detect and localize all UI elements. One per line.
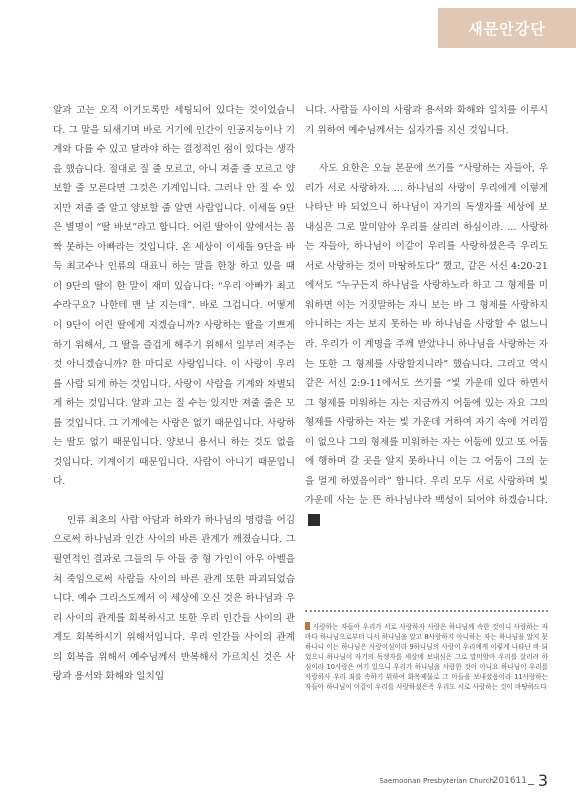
body-paragraph: 인류 최초의 사람 아담과 하와가 하나님의 명령을 어김으로써 하나님과 인간 사이의 바른 관계가 깨졌습니다. 그 필연적인 결과로 그들의 두 아들 중 형 가인이 아우 아벨을 쳐 죽임으로써 사람들 사이의 바른 관계 또한 파괴되었습니다. 예수 그리스도께서 이 세상에 오신 것은 하나님과 우리 사이의 관계를 회복하시고 또한 우리 인간들 사이의 관계도 회복하시기 위해서입니다. 우리 인간들 사이의 관계의 회복을 위해서 예수님께서 반복해서 가르치신 것은 사랑과 용서와 화해와 일치입 xyxy=(53,514,295,683)
body-paragraph-text: 사도 요한은 오늘 본문에 쓰기를 “사랑하는 자들아, 우리가 서로 사랑하자. ... 하나님의 사랑이 우리에게 이렇게 나타난 바 되었으니 하나님이 자기의 독생자를 세상에 보내심은 그로 말미암아 우리를 살리려 하심이라. ... 사랑하는 자들아, 하나님이 이같이 우리를 사랑하셨은즉 우리도 서로 사랑하는 것이 마땅하도다” 했고, 같은 서신 4:20-21에서도 “누구든지 하나님을 사랑하노라 하고 그 형제를 미워하면 이는 거짓말하는 자니 보는 바 그 형제를 사랑하지 아니하는 자는 보지 못하는 바 하나님을 사랑할 수 없느니라. 우리가 이 계명을 주께 받았나니 하나님을 사랑하는 자는 또한 그 형제를 사랑할지니라” 했습니다. 그리고 역시 같은 서신 2:9-11에서도 쓰기를 “빛 가운데 있다 하면서 그 형제를 미워하는 자는 지금까지 어둠에 있는 자요 그의 형제를 사랑하는 자는 빛 가운데 거하여 자기 속에 거리낌이 없으나 그의 형제를 미워하는 자는 어둠에 있고 또 어둠에 행하며 갈 곳을 알지 못하나니 이는 그 어둠이 그의 눈을 멀게 하였음이라” 합니다. 우리 모두 서로 사랑하며 빛 가운데 사는 눈 뜬 하나님나라 백성이 되어야 하겠습니다. xyxy=(305,163,548,507)
left-column xyxy=(53,101,295,687)
end-of-article-icon: ᄑ xyxy=(308,514,320,526)
right-column xyxy=(305,101,548,530)
footer-issue: 201611 xyxy=(492,776,527,786)
body-paragraph: 니다. 사람들 사이의 사랑과 용서와 화해와 일치를 이루시기 위하여 예수님께서는 십자가를 지신 것입니다. xyxy=(305,105,548,136)
footer-church-name: Saemoonan Presbyterian Church xyxy=(379,777,494,785)
footnote-divider xyxy=(305,610,548,612)
page-footer xyxy=(0,760,576,800)
footnote-text: 사랑하는 자들아 우리가 서로 사랑하자 사랑은 하나님께 속한 것이니 사랑하는 자마다 하나님으로부터 나서 하나님을 알고 8사랑하지 아니하는 자는 하나님을 알지 못하나니 이는 하나님은 사랑이심이라 9하나님의 사랑이 우리에게 이렇게 나타난 바 되었으니 하나님이 자기의 독생자를 세상에 보내심은 그로 말미암아 우리를 살리려 하심이라 10사랑은 여기 있으니 우리가 하나님을 사랑한 것이 아니요 하나님이 우리를 사랑하사 우리 죄를 속하기 위하여 화목제물로 그 아들을 보내셨음이라 11사랑하는 자들아 하나님이 이같이 우리를 사랑하셨은즉 우리도 서로 사랑하는 것이 마땅하도다 xyxy=(305,623,548,691)
body-paragraph: 알과 고는 오직 이기도록만 세팅되어 있다는 것이었습니다. 그 말을 되새기며 바로 거기에 인간이 인공지능이나 기계와 다를 수 있고 달라야 하는 결정적인 점이 있다는 생각을 했습니다. 절대로 질 줄 모르고, 아니 져줄 줄 모르고 양보할 줄 모른다면 그것은 기계입니다. 그러나 안 질 수 있지만 져줄 줄 알고 양보할 줄 알면 사람입니다. 이세돌 9단은 별명이 “딸 바보”라고 합니다. 어린 딸아이 앞에서는 꼼짝 못하는 아빠라는 것입니다. 온 세상이 이세돌 9단을 바둑 최고수나 인류의 대표니 하는 말을 한창 하고 있을 때 이 9단의 딸이 한 말이 재미 있습니다: “우리 아빠가 최고수라구요? 나한테 맨 날 지는데”. 바로 그겁니다. 어떻게 이 9단이 어린 딸에게 지겠습니까? 사랑하는 딸을 기쁘게 하기 위해서, 그 딸을 즐겁게 해주기 위해서 일부러 져주는 것 아니겠습니까? 한 마디로 사랑입니다. 이 사랑이 우리를 사람 되게 하는 것입니다. 사랑이 사람을 기계와 차별되게 하는 것입니다. 알과 고는 질 수는 있지만 져줄 줄은 모를 것입니다. 그 기계에는 사랑은 없기 때문입니다. 사랑하는 딸도 없기 때문입니다. 양보니 용서니 하는 것도 없을 것입니다. 기계이기 때문입니다. 사람이 아니기 때문입니다. xyxy=(53,105,295,488)
footnote-block xyxy=(305,622,548,692)
section-title-tab xyxy=(438,8,576,48)
page-number: 3 xyxy=(537,771,548,790)
footnote-marker-icon xyxy=(305,622,310,630)
section-title: 새문안강단 xyxy=(468,19,546,38)
body-paragraph xyxy=(305,159,548,530)
footer-separator xyxy=(528,784,534,785)
page-header xyxy=(0,0,576,58)
